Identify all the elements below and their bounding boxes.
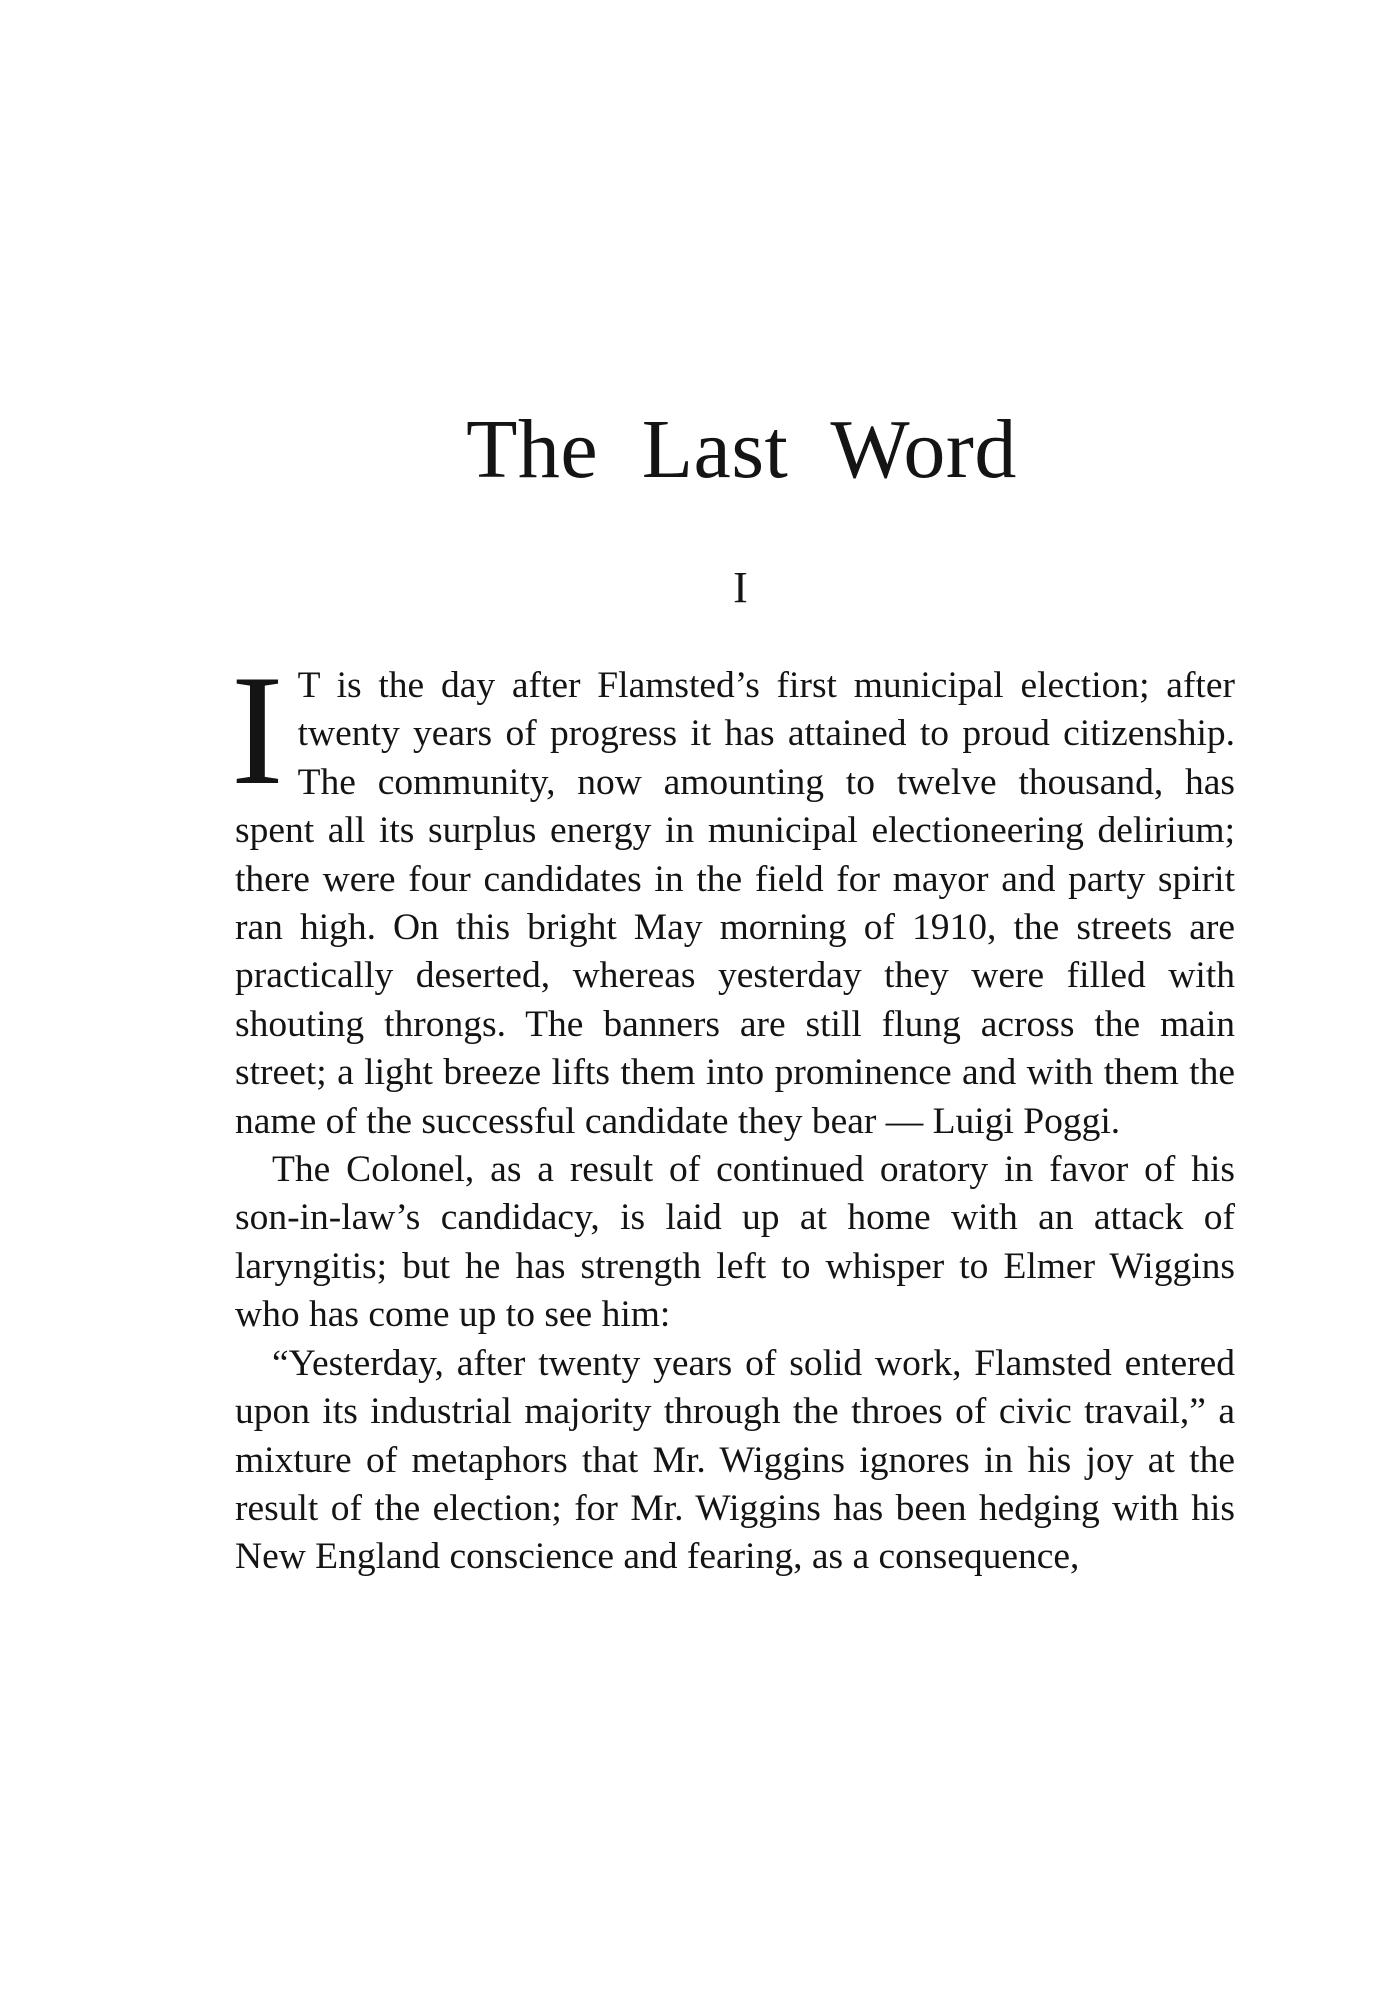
paragraph-2: The Colonel, as a result of continued oratory in favor of his son-in-law’s candidacy, is laid up at home with an attack of laryngitis; but he has strength left to whisper to Elmer Wiggins who has come up to see him: xyxy=(235,1149,1235,1336)
body-text xyxy=(231,643,1235,1582)
chapter-number: I xyxy=(733,563,748,612)
paragraph-1-text: T is the day after Flamsted’s first municipal election; after twenty years of progress it has attained to proud citizenship. The community, now amounting to twelve thousand, has spent all its surplus energy in municipal electioneering delirium; there were four candidates in the field for mayor and party spirit ran high. On this bright May morning of 1910, the streets are practically deserted, whereas yesterday they were filled with shouting throngs. The banners are still flung across the main street; a light breeze lifts them into prominence and with them the name of the successful candidate they bear — Luigi Poggi. xyxy=(235,665,1235,1142)
drop-cap: I xyxy=(231,643,284,818)
chapter-title: The Last Word xyxy=(466,403,1017,496)
paragraph-3: “Yesterday, after twenty years of solid work, Flamsted entered upon its industrial majority through the throes of civic travail,” a mixture of metaphors that Mr. Wiggins ignores in his joy at the result of the election; for Mr. Wiggins has been hedging with his New England conscience and fearing, as a consequence, xyxy=(235,1342,1235,1578)
paragraph-1 xyxy=(231,643,1235,1146)
